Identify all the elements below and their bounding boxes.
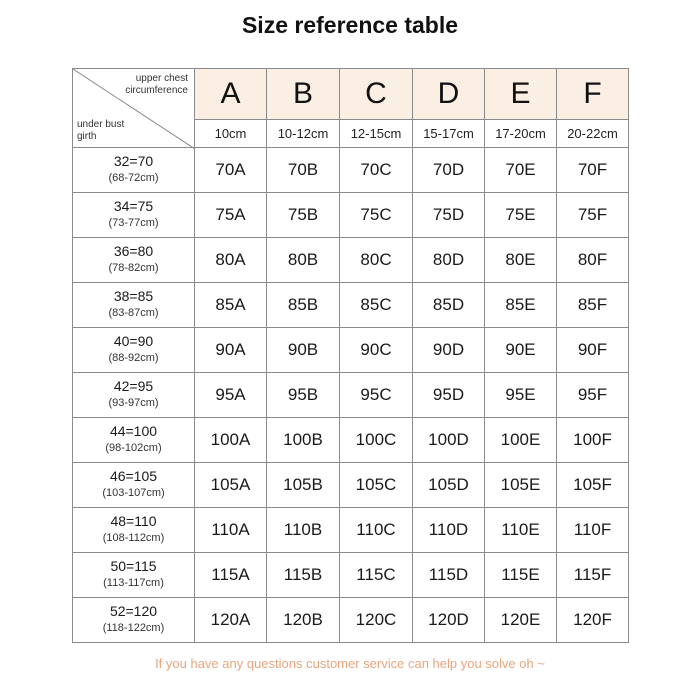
upper-chest-label: upper chest circumference [125,73,188,96]
size-cell: 105C [340,463,413,508]
size-cell: 70B [267,148,340,193]
size-cell: 80D [413,238,485,283]
size-cell: 90A [195,328,267,373]
band-size-label: 38=85 [113,288,154,304]
band-size-header [73,508,195,553]
band-size-range: (93-97cm) [108,397,159,409]
band-size-header [73,418,195,463]
size-cell: 110B [267,508,340,553]
size-cell: 80B [267,238,340,283]
table-row [73,283,629,328]
size-cell: 75E [485,193,557,238]
size-cell: 95F [557,373,629,418]
size-cell: 80F [557,238,629,283]
table-row [73,598,629,643]
size-cell: 80C [340,238,413,283]
size-cell: 85C [340,283,413,328]
band-size-range: (88-92cm) [108,352,159,364]
band-size-header [73,463,195,508]
size-cell: 110E [485,508,557,553]
size-cell: 105B [267,463,340,508]
cup-range: 10cm [195,120,267,148]
size-cell: 85B [267,283,340,328]
size-cell: 120B [267,598,340,643]
size-cell: 105A [195,463,267,508]
cup-range: 15-17cm [413,120,485,148]
size-cell: 95B [267,373,340,418]
size-cell: 115C [340,553,413,598]
band-size-range: (98-102cm) [105,442,162,454]
cup-letter: A [195,69,267,120]
band-size-range: (113-117cm) [103,577,164,589]
size-cell: 120E [485,598,557,643]
size-cell: 90C [340,328,413,373]
cup-letter: B [267,69,340,120]
size-cell: 120D [413,598,485,643]
band-size-range: (118-122cm) [102,622,165,634]
table-row [73,508,629,553]
band-size-header [73,373,195,418]
size-cell: 95E [485,373,557,418]
size-cell: 95D [413,373,485,418]
size-cell: 90B [267,328,340,373]
band-size-header [73,193,195,238]
size-cell: 75A [195,193,267,238]
size-cell: 95C [340,373,413,418]
band-size-header [73,553,195,598]
size-cell: 100C [340,418,413,463]
size-cell: 95A [195,373,267,418]
size-cell: 70A [195,148,267,193]
band-size-header [73,328,195,373]
band-size-range: (73-77cm) [108,217,159,229]
table-row [73,328,629,373]
band-size-label: 50=115 [110,558,157,574]
band-size-header [73,598,195,643]
size-cell: 115F [557,553,629,598]
cup-letter: E [485,69,557,120]
cup-letter: C [340,69,413,120]
band-size-header [73,283,195,328]
size-cell: 85D [413,283,485,328]
band-size-label: 52=120 [109,603,158,619]
size-cell: 70E [485,148,557,193]
size-cell: 120A [195,598,267,643]
size-cell: 100A [195,418,267,463]
size-cell: 70C [340,148,413,193]
cup-letter-row [73,69,629,120]
under-bust-label: under bust girth [77,119,125,142]
band-size-range: (78-82cm) [108,262,159,274]
band-size-header [73,238,195,283]
size-cell: 105E [485,463,557,508]
size-cell: 110C [340,508,413,553]
size-cell: 120C [340,598,413,643]
band-size-header [73,148,195,193]
cup-letter: F [557,69,629,120]
size-cell: 115D [413,553,485,598]
size-cell: 75B [267,193,340,238]
band-size-label: 44=100 [109,423,158,439]
cup-range: 20-22cm [557,120,629,148]
band-size-label: 36=80 [113,243,154,259]
footer-note: If you have any questions customer service can help you solve oh ~ [155,656,545,671]
cup-letter: D [413,69,485,120]
band-size-label: 34=75 [113,198,154,214]
band-size-label: 46=105 [109,468,158,484]
band-size-label: 40=90 [113,333,154,349]
table-row [73,418,629,463]
size-cell: 75C [340,193,413,238]
table-row [73,463,629,508]
size-cell: 90D [413,328,485,373]
size-cell: 100E [485,418,557,463]
band-size-label: 32=70 [113,153,154,169]
size-cell: 110A [195,508,267,553]
band-size-range: (103-107cm) [102,487,165,499]
band-size-range: (68-72cm) [108,172,159,184]
table-row [73,553,629,598]
size-cell: 90F [557,328,629,373]
size-table [72,68,629,643]
band-size-range: (108-112cm) [102,532,165,544]
size-cell: 75F [557,193,629,238]
size-cell: 115A [195,553,267,598]
size-cell: 115E [485,553,557,598]
cup-range: 12-15cm [340,120,413,148]
size-cell: 90E [485,328,557,373]
table-row [73,148,629,193]
size-cell: 85E [485,283,557,328]
corner-header [73,69,195,148]
table-row [73,373,629,418]
size-cell: 105F [557,463,629,508]
cup-range: 17-20cm [485,120,557,148]
size-cell: 100D [413,418,485,463]
size-cell: 110D [413,508,485,553]
band-size-range: (83-87cm) [108,307,159,319]
band-size-label: 48=110 [110,513,157,529]
table-row [73,193,629,238]
band-size-label: 42=95 [113,378,154,394]
size-cell: 80A [195,238,267,283]
size-cell: 85F [557,283,629,328]
size-cell: 85A [195,283,267,328]
size-cell: 100B [267,418,340,463]
size-cell: 75D [413,193,485,238]
size-cell: 120F [557,598,629,643]
size-cell: 110F [557,508,629,553]
size-cell: 105D [413,463,485,508]
size-cell: 70D [413,148,485,193]
size-cell: 115B [267,553,340,598]
page-title: Size reference table [241,12,459,38]
size-cell: 70F [557,148,629,193]
table-row [73,238,629,283]
cup-range: 10-12cm [267,120,340,148]
size-cell: 80E [485,238,557,283]
size-table-body [73,148,629,643]
size-cell: 100F [557,418,629,463]
